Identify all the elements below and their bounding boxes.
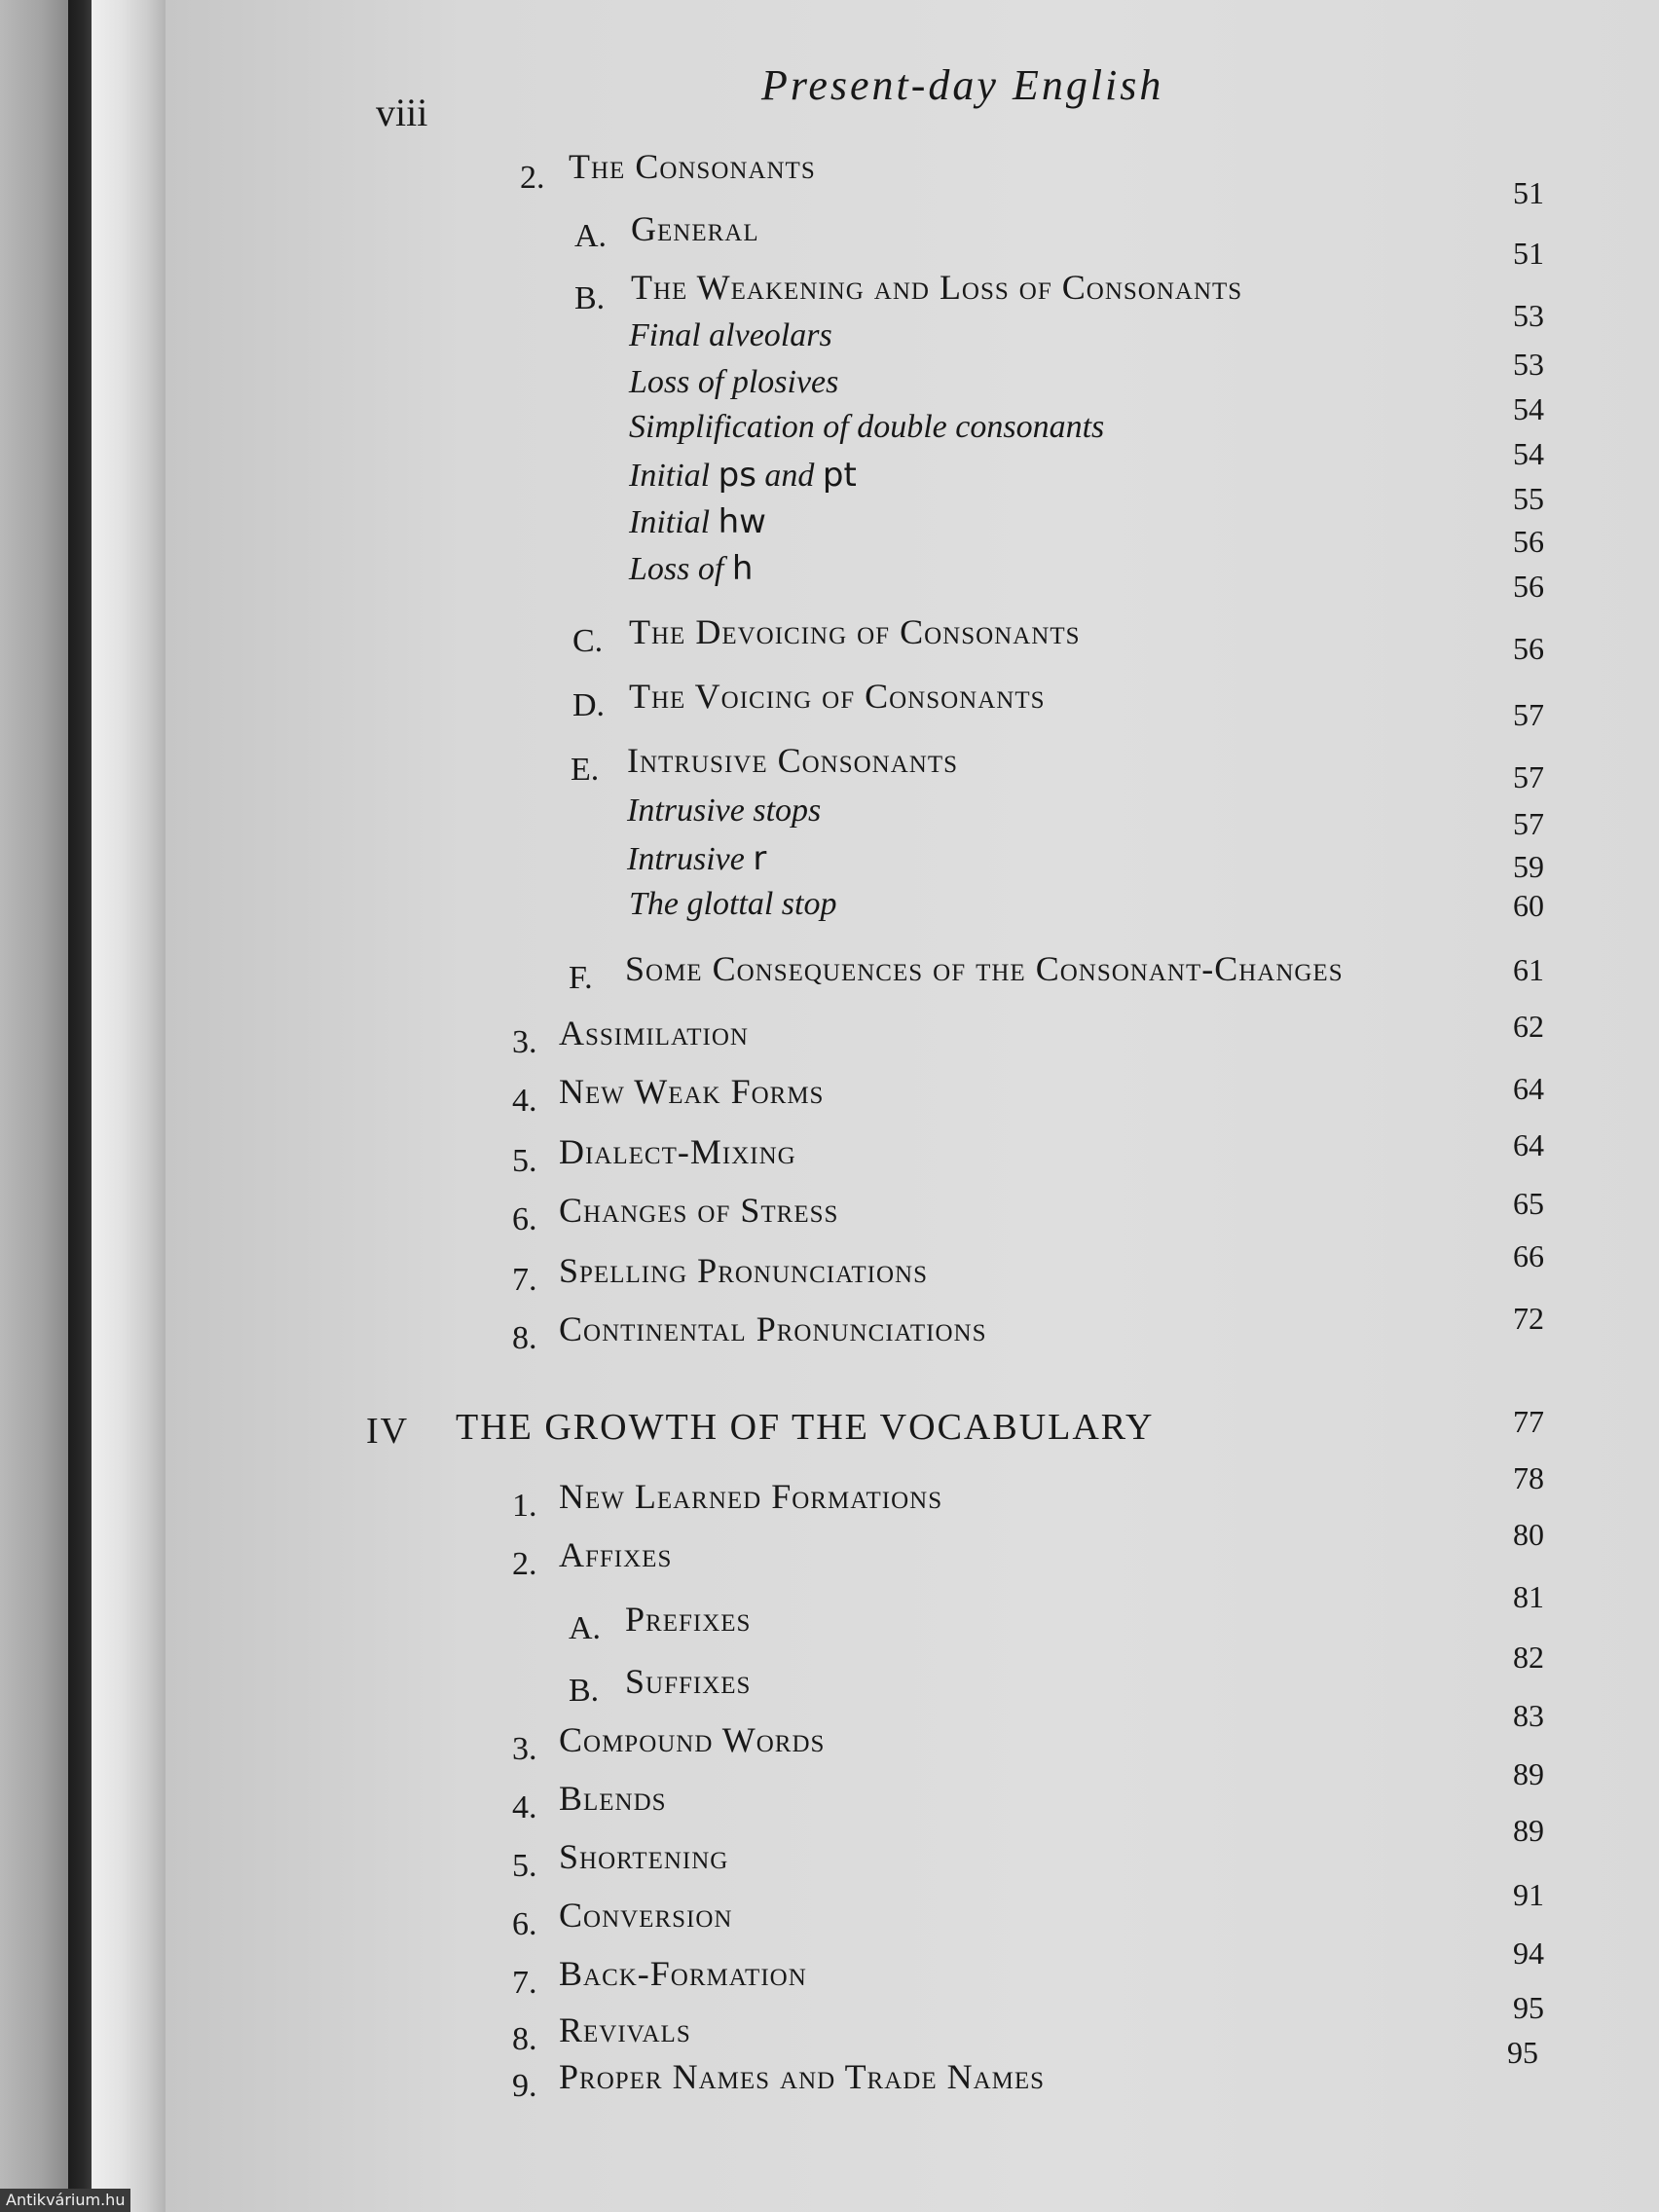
toc-entry-title: Spelling Pronunciations <box>559 1251 928 1290</box>
toc-number: 5. <box>512 1143 537 1179</box>
toc-letter: B. <box>569 1673 600 1709</box>
toc-page-number: 54 <box>1513 436 1544 471</box>
toc-entry-title: Compound Words <box>559 1720 826 1759</box>
toc-entry-title: New Learned Formations <box>559 1477 943 1516</box>
toc-page-number: 89 <box>1513 1756 1544 1791</box>
toc-number: 2. <box>512 1546 537 1582</box>
toc-entry-title: Proper Names and Trade Names <box>559 2057 1046 2096</box>
toc-page-number: 72 <box>1513 1301 1544 1336</box>
toc-entry-title: Some Consequences of the Consonant-Changes <box>625 949 1344 988</box>
toc-page-number: 51 <box>1513 236 1544 271</box>
toc-page-number: 64 <box>1513 1071 1544 1106</box>
toc-page-number: 80 <box>1513 1517 1544 1552</box>
toc-entry-title: New Weak Forms <box>559 1072 825 1111</box>
toc-subentry: Final alveolars <box>629 317 832 353</box>
toc-entry-title: Revivals <box>559 2010 691 2049</box>
toc-page-number: 60 <box>1513 888 1544 923</box>
toc-number: 6. <box>512 1906 537 1942</box>
toc-entry-title: The Devoicing of Consonants <box>629 612 1081 651</box>
chapter-number: IV <box>366 1411 410 1452</box>
toc-entry-title: Assimilation <box>559 1014 749 1052</box>
toc-number: 3. <box>512 1731 537 1767</box>
folio: viii <box>376 91 428 134</box>
toc-page-number: 82 <box>1513 1640 1544 1675</box>
toc-page-number: 78 <box>1513 1460 1544 1495</box>
toc-subentry: Simplification of double consonants <box>629 409 1105 445</box>
toc-letter: E. <box>571 752 600 788</box>
toc-page-number: 53 <box>1513 298 1544 333</box>
background-surface <box>0 0 68 2212</box>
toc-page-number: 95 <box>1507 2035 1538 2070</box>
toc-entry-title: Intrusive Consonants <box>627 741 959 780</box>
toc-number: 4. <box>512 1083 537 1119</box>
running-head: Present-day English <box>761 61 1164 109</box>
toc-entry-title: Affixes <box>559 1535 673 1574</box>
toc-entry-title: Conversion <box>559 1896 733 1935</box>
toc-subentry: Loss of h <box>629 549 754 588</box>
toc-number: 5. <box>512 1848 537 1884</box>
toc-entry-title: Blends <box>559 1779 667 1818</box>
toc-entry-title: The Weakening and Loss of Consonants <box>631 268 1243 307</box>
toc-page-number: 51 <box>1513 175 1544 210</box>
toc-entry-title: General <box>631 209 759 248</box>
toc-page-number: 64 <box>1513 1127 1544 1162</box>
toc-number: 6. <box>512 1201 537 1237</box>
toc-page-number: 57 <box>1513 806 1544 841</box>
toc-letter: F. <box>569 960 593 996</box>
toc-page-number: 54 <box>1513 391 1544 426</box>
toc-entry-title: Shortening <box>559 1837 729 1876</box>
toc-page-number: 55 <box>1513 481 1544 516</box>
toc-page-number: 77 <box>1513 1404 1544 1439</box>
toc-number: 3. <box>512 1024 537 1060</box>
toc-number: 4. <box>512 1789 537 1825</box>
toc-entry-title: The Voicing of Consonants <box>629 677 1046 716</box>
toc-page-number: 57 <box>1513 759 1544 794</box>
toc-number: 2. <box>520 160 545 196</box>
toc-number: 7. <box>512 1262 537 1298</box>
toc-letter: D. <box>572 687 606 723</box>
toc-page-number: 56 <box>1513 631 1544 666</box>
toc-entry-title: Suffixes <box>625 1662 752 1701</box>
toc-page-number: 95 <box>1513 1990 1544 2025</box>
toc-letter: A. <box>569 1610 602 1646</box>
toc-page-number: 83 <box>1513 1698 1544 1733</box>
watermark: Antikvárium.hu <box>0 2189 130 2212</box>
toc-page-number: 89 <box>1513 1813 1544 1848</box>
toc-page-number: 59 <box>1513 849 1544 884</box>
toc-number: 7. <box>512 1965 537 2001</box>
toc-subentry: The glottal stop <box>629 886 837 922</box>
toc-page-number: 62 <box>1513 1009 1544 1044</box>
chapter-title: THE GROWTH OF THE VOCABULARY <box>456 1407 1155 1448</box>
toc-subentry: Initial hw <box>629 502 766 541</box>
toc-number: 9. <box>512 2068 537 2104</box>
toc-letter: B. <box>574 280 606 316</box>
toc-subentry: Loss of plosives <box>629 364 839 400</box>
toc-page-number: 56 <box>1513 569 1544 604</box>
toc-page-number: 81 <box>1513 1579 1544 1614</box>
toc-page-number: 66 <box>1513 1238 1544 1273</box>
page-stack-edge <box>92 0 166 2212</box>
toc-subentry: Initial ps and pt <box>629 456 857 495</box>
toc-entry-title: Changes of Stress <box>559 1191 839 1230</box>
toc-page-number: 57 <box>1513 697 1544 732</box>
toc-subentry: Intrusive r <box>627 839 767 878</box>
toc-page-number: 61 <box>1513 952 1544 987</box>
toc-letter: C. <box>572 623 604 659</box>
toc-entry-title: The Consonants <box>569 147 816 186</box>
toc-entry-title: Prefixes <box>625 1600 752 1639</box>
toc-letter: A. <box>574 218 608 254</box>
toc-entry-title: Continental Pronunciations <box>559 1309 987 1348</box>
toc-page-number: 91 <box>1513 1877 1544 1912</box>
book-cover-edge <box>68 0 92 2212</box>
toc-subentry: Intrusive stops <box>627 793 822 829</box>
toc-page-number: 56 <box>1513 524 1544 559</box>
toc-number: 1. <box>512 1488 537 1524</box>
toc-page-number: 65 <box>1513 1186 1544 1221</box>
toc-page-number: 94 <box>1513 1936 1544 1971</box>
toc-entry-title: Dialect-Mixing <box>559 1132 796 1171</box>
toc-number: 8. <box>512 2021 537 2057</box>
book-page <box>166 0 1659 2212</box>
toc-entry-title: Back-Formation <box>559 1954 807 1993</box>
toc-number: 8. <box>512 1320 537 1356</box>
toc-page-number: 53 <box>1513 347 1544 382</box>
